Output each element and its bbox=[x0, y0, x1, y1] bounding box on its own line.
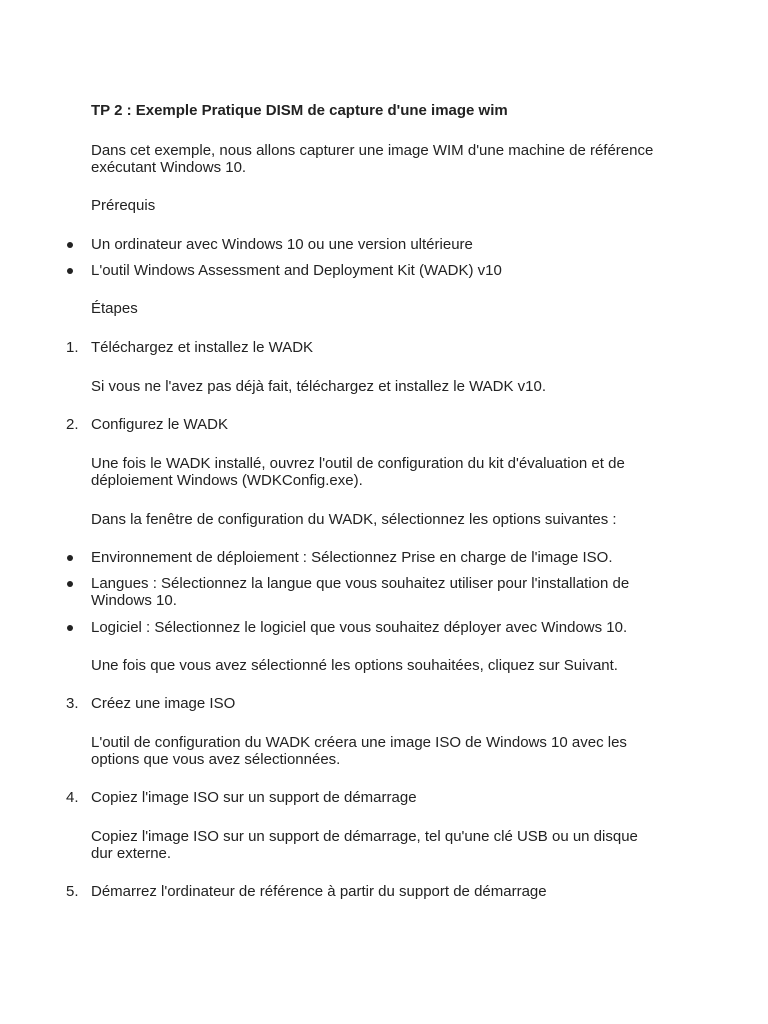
step-title: Démarrez l'ordinateur de référence à partir du support de démarrage bbox=[91, 883, 547, 900]
bullet-icon bbox=[67, 242, 73, 248]
bullet-icon bbox=[67, 268, 73, 274]
prerequisite-item: Un ordinateur avec Windows 10 ou une version ultérieure bbox=[91, 236, 473, 253]
option-line: Langues : Sélectionnez la langue que vous souhaitez utiliser pour l'installation de bbox=[91, 575, 630, 592]
step-body bbox=[91, 828, 691, 862]
step-body bbox=[91, 455, 691, 489]
step-number: 1. bbox=[66, 339, 79, 356]
step-body bbox=[91, 734, 691, 768]
bullet-icon bbox=[67, 555, 73, 561]
step-outro: Une fois que vous avez sélectionné les options souhaitées, cliquez sur Suivant. bbox=[91, 657, 618, 674]
bullet-icon bbox=[67, 625, 73, 631]
intro-paragraph bbox=[91, 142, 691, 176]
step-number: 4. bbox=[66, 789, 79, 806]
step-body: Si vous ne l'avez pas déjà fait, téléchargez et installez le WADK v10. bbox=[91, 378, 547, 395]
step-title: Téléchargez et installez le WADK bbox=[91, 339, 314, 356]
step-title: Configurez le WADK bbox=[91, 416, 228, 433]
intro-line: exécutant Windows 10. bbox=[91, 159, 247, 176]
prerequisite-item: L'outil Windows Assessment and Deployment Kit (WADK) v10 bbox=[91, 262, 502, 279]
document-title: TP 2 : Exemple Pratique DISM de capture d'une image wim bbox=[91, 102, 508, 119]
option-line: Windows 10. bbox=[91, 592, 177, 609]
step-number: 3. bbox=[66, 695, 79, 712]
step-body-line: options que vous avez sélectionnées. bbox=[91, 751, 341, 768]
step-title: Créez une image ISO bbox=[91, 695, 236, 712]
option-item bbox=[91, 575, 691, 609]
option-item: Logiciel : Sélectionnez le logiciel que vous souhaitez déployer avec Windows 10. bbox=[91, 619, 628, 636]
prerequisites-heading: Prérequis bbox=[91, 197, 156, 214]
step-body-line: Une fois le WADK installé, ouvrez l'outil de configuration du kit d'évaluation et de bbox=[91, 455, 625, 472]
steps-heading: Étapes bbox=[91, 300, 138, 317]
bullet-icon bbox=[67, 581, 73, 587]
step-number: 2. bbox=[66, 416, 79, 433]
step-number: 5. bbox=[66, 883, 79, 900]
step-body-line: L'outil de configuration du WADK créera une image ISO de Windows 10 avec les bbox=[91, 734, 627, 751]
step-body-line: Copiez l'image ISO sur un support de démarrage, tel qu'une clé USB ou un disque bbox=[91, 828, 638, 845]
step-title: Copiez l'image ISO sur un support de démarrage bbox=[91, 789, 417, 806]
step-body-line: déploiement Windows (WDKConfig.exe). bbox=[91, 472, 363, 489]
options-intro: Dans la fenêtre de configuration du WADK, sélectionnez les options suivantes : bbox=[91, 511, 617, 528]
option-item: Environnement de déploiement : Sélectionnez Prise en charge de l'image ISO. bbox=[91, 549, 613, 566]
step-body-line: dur externe. bbox=[91, 845, 172, 862]
intro-line: Dans cet exemple, nous allons capturer une image WIM d'une machine de référence bbox=[91, 142, 654, 159]
